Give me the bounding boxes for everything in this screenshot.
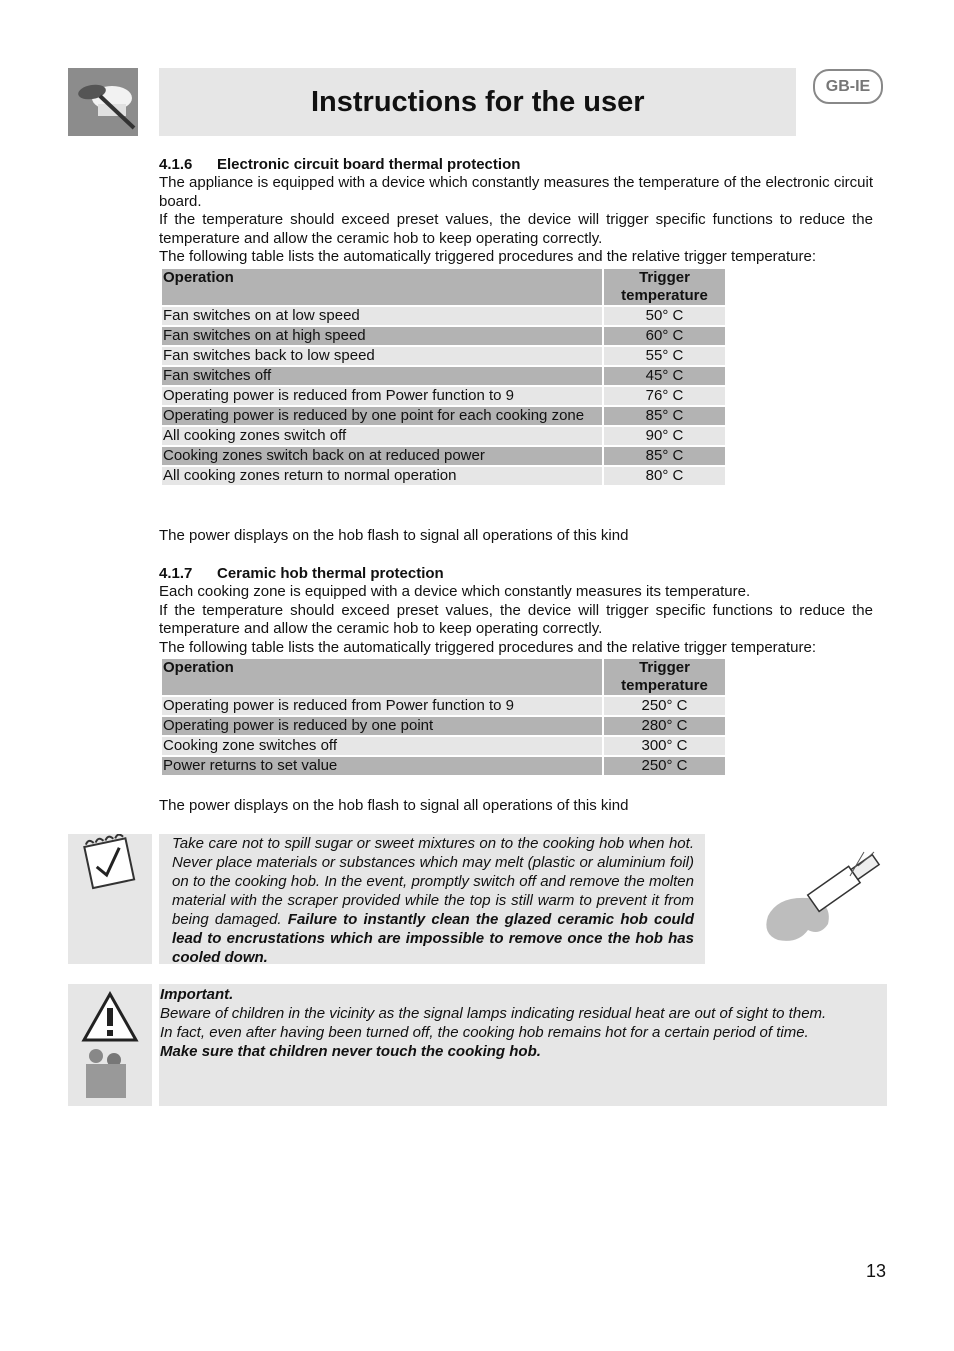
note-text: The power displays on the hob flash to signal all operations of this kind <box>159 527 629 544</box>
section-number: 4.1.6 <box>159 156 193 173</box>
section-title: Electronic circuit board thermal protection <box>217 156 521 173</box>
table-header-trigger <box>604 659 725 695</box>
temperature-cell: 280° C <box>604 717 725 735</box>
temperature-cell: 76° C <box>604 387 725 405</box>
table-row <box>162 367 725 385</box>
page-title: Instructions for the user <box>311 86 645 118</box>
paragraph: If the temperature should exceed preset values, the device will trigger specific functions to reduce the temperature and allow the ceramic hob to keep operating correctly. <box>159 211 873 247</box>
operation-cell: Cooking zones switch back on at reduced power <box>162 447 602 465</box>
table-header-trigger <box>604 269 725 305</box>
paragraph: Each cooking zone is equipped with a device which constantly measures its temperature. <box>159 583 751 600</box>
table-row <box>162 327 725 345</box>
note-text: The power displays on the hob flash to signal all operations of this kind <box>159 797 629 814</box>
operation-cell: Operating power is reduced by one point for each cooking zone <box>162 407 602 425</box>
notepad-icon-box <box>68 834 152 964</box>
section-number: 4.1.7 <box>159 565 193 582</box>
operation-cell: Fan switches off <box>162 367 602 385</box>
section-heading <box>159 565 873 583</box>
temperature-cell: 55° C <box>604 347 725 365</box>
temperature-cell: 90° C <box>604 427 725 445</box>
table-row <box>162 387 725 405</box>
section-heading <box>159 156 873 174</box>
operation-cell: Fan switches on at low speed <box>162 307 602 325</box>
paragraph: The following table lists the automatically triggered procedures and the relative trigger temperature: <box>159 638 817 656</box>
table-row <box>162 467 725 485</box>
trigger-table <box>160 267 727 487</box>
operation-cell: Operating power is reduced from Power function to 9 <box>162 697 602 715</box>
scraper-illustration <box>758 836 888 964</box>
important-line: Beware of children in the vicinity as the signal lamps indicating residual heat are out of sight to them. <box>160 1005 827 1022</box>
region-badge: GB-IE <box>813 69 883 104</box>
table-row <box>162 737 725 755</box>
temperature-cell: 60° C <box>604 327 725 345</box>
table-row <box>162 427 725 445</box>
table-row <box>162 307 725 325</box>
operation-cell: Fan switches on at high speed <box>162 327 602 345</box>
warning-text <box>159 834 705 967</box>
header-trigger-line2: temperature <box>621 286 708 304</box>
temperature-cell: 85° C <box>604 447 725 465</box>
warning-icon-box <box>68 984 152 1106</box>
operation-cell: Power returns to set value <box>162 757 602 775</box>
warning-body: Take care not to spill sugar or sweet mixtures on to the cooking hob when hot. Never place materials or substances which may melt (plastic or aluminium foil) on to the cooking hob. In the event, promptly switch off and remove the molten material with the scraper provided while the top is still warm to prevent it from being damaged. <box>172 835 694 928</box>
trigger-table <box>160 657 727 777</box>
temperature-cell: 250° C <box>604 757 725 775</box>
operation-cell: Operating power is reduced from Power function to 9 <box>162 387 602 405</box>
temperature-cell: 50° C <box>604 307 725 325</box>
header-trigger-line1: Trigger <box>639 268 690 286</box>
section-circuit-board <box>159 156 873 487</box>
section-title: Ceramic hob thermal protection <box>217 565 444 582</box>
header-trigger-line1: Trigger <box>639 659 690 676</box>
operation-cell: Operating power is reduced by one point <box>162 717 602 735</box>
operation-cell: Fan switches back to low speed <box>162 347 602 365</box>
important-text <box>159 984 887 1061</box>
chef-spoon-logo <box>68 68 138 136</box>
paragraph: The appliance is equipped with a device which constantly measures the temperature of the electronic circuit board. <box>159 174 873 210</box>
page-number: 13 <box>866 1261 887 1281</box>
warning-box <box>159 834 705 964</box>
important-bold-line: Make sure that children never touch the cooking hob. <box>160 1043 541 1060</box>
operation-cell: Cooking zone switches off <box>162 737 602 755</box>
warning-triangle-icon <box>68 984 152 1106</box>
temperature-cell: 80° C <box>604 467 725 485</box>
header-bar <box>159 68 796 136</box>
operation-cell: All cooking zones switch off <box>162 427 602 445</box>
operation-cell: All cooking zones return to normal operation <box>162 467 602 485</box>
paragraph: The following table lists the automatically triggered procedures and the relative trigger temperature: <box>159 248 817 265</box>
paragraph: If the temperature should exceed preset values, the device will trigger specific functions to reduce the temperature and allow the ceramic hob to keep operating correctly. <box>159 601 873 637</box>
section-ceramic-hob <box>159 565 873 777</box>
table-row <box>162 697 725 715</box>
table-row <box>162 407 725 425</box>
table-row <box>162 347 725 365</box>
important-line: In fact, even after having been turned off, the cooking hob remains hot for a certain period of time. <box>160 1024 809 1041</box>
temperature-cell: 300° C <box>604 737 725 755</box>
table-header-operation: Operation <box>162 269 602 305</box>
table-row <box>162 447 725 465</box>
header-trigger-line2: temperature <box>621 677 708 694</box>
notepad-check-icon <box>68 834 152 964</box>
table-row <box>162 757 725 775</box>
warning-bold: Failure to instantly clean the glazed ceramic hob could lead to encrustations which are impossible to remove once the hob has cooled down. <box>172 911 694 966</box>
temperature-cell: 45° C <box>604 367 725 385</box>
table-header-operation: Operation <box>162 659 602 695</box>
table-row <box>162 717 725 735</box>
temperature-cell: 250° C <box>604 697 725 715</box>
important-heading: Important. <box>160 986 234 1003</box>
temperature-cell: 85° C <box>604 407 725 425</box>
important-box <box>159 984 887 1106</box>
